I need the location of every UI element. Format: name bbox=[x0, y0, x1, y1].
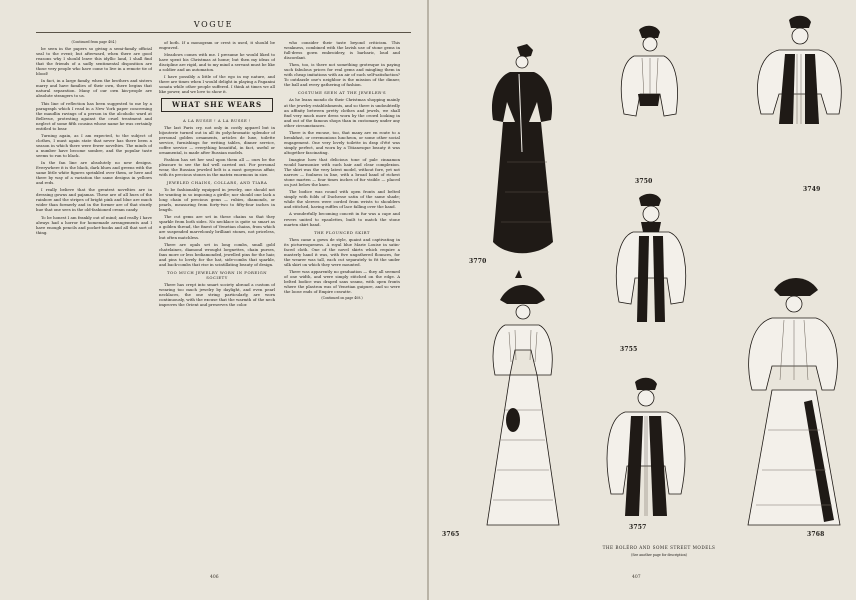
text-column-1 bbox=[36, 40, 152, 568]
continued-on-note: (Continued on page 408.) bbox=[321, 296, 363, 301]
section-title: WHAT SHE WEARS bbox=[171, 100, 263, 110]
figure-number-3768: 3768 bbox=[807, 531, 825, 538]
paragraph: The cut gems are set in these chains so that they sparkle from both sides. No necklace is quite so smart as a golden thread, the finest of Venetian chains, from which are suspended marvelously brilliant stones, not priceless, but often matchless. bbox=[159, 214, 275, 240]
fashion-figure-3755 bbox=[611, 192, 691, 362]
paragraph: In fact, in a large family, when the brothers and sisters marry and have families of their own, there begins that natural separation. Many of our own kin-people are absolute strangers to us. bbox=[36, 78, 152, 99]
paragraph: To be fashionably equipped in jewelry, one should not be wanting in so imposing a girdle; nor should one lack a long chain of precious gems — rubies, diamonds, or pearls, measuring from forty-two to fifty-four inches in length. bbox=[159, 187, 275, 213]
fashion-figure-3765-upper bbox=[467, 42, 577, 267]
left-page bbox=[0, 0, 427, 600]
paragraph: I have possibly a little of the ego in my nature, and there are times when I would delight in playing a Paganini sonata while other people suffered. I think at times we all like power, and we love to show it. bbox=[159, 74, 275, 95]
text-column-3 bbox=[284, 40, 400, 570]
paragraph: I really believe that the greatest novelties are in dressing gowns and pajamas. These are of all hues of the rainbow and the stripes of bright pink and blue are much wider than formerly and in the former are of that sturdy hue that one sees in the old-fashioned cream candy. bbox=[36, 187, 152, 213]
text-column-2 bbox=[159, 40, 275, 568]
figure-number-3770: 3770 bbox=[469, 258, 487, 265]
paragraph: There was apparently no graduation — they all seemed of one width, and were simply stitched on the edge. A belted bodice was draped sans seams, with open fronts where the plastron was of Venetian guipure, and so were the loose ends of Empire cravatte. bbox=[284, 268, 400, 295]
masthead: VOGUE bbox=[193, 20, 234, 29]
fashion-figure-3749 bbox=[749, 14, 849, 194]
masthead-rule bbox=[36, 32, 411, 33]
paragraph: be seen in the papers so giving a semi-family official seal to the event; but afterward, when there are good reasons why I should leave this idyllic land, I shall find that the friends of a sadly sentimental disposition are those very people who have come to live in a remote tie of blood! bbox=[36, 46, 152, 77]
paragraph: of both. If a monogram or crest is used, it should be engraved. bbox=[159, 40, 275, 51]
figure-number-3757: 3757 bbox=[629, 524, 647, 531]
paragraph: Turning again, as I am expected, to the subject of clothes, I must again state that never has there been a season in which there were fewer novelties. The minds of a number have become sombre, and the popular taste seems to run to black. bbox=[36, 132, 152, 158]
fashion-figure-3765 bbox=[465, 270, 575, 538]
paragraph: Fashion has set her seal upon them all — ours be the pleasure to see the fad well carried out. For personal wear, the Russian jeweled belt is a most gorgeous affair, with its precious stones in the matrix enormous in size. bbox=[159, 156, 275, 177]
section-title-box bbox=[161, 98, 273, 111]
paragraph: To be honest I am frankly out of mind; and really I have always had a horror for homemade arrangements and I have enough pencils and pocket-books and all that sort of thing. bbox=[36, 214, 152, 235]
paragraph: There is the excuse, too, that many are en route to a breakfast, or ceremonious luncheon, or some other social engagement. One very lovely toilette in drap d'été was simply perfect, and worn by a Titianesque beauty it was altogether fascinating. bbox=[284, 129, 400, 155]
figure-number-3765: 3765 bbox=[442, 531, 460, 538]
figure-number-3750: 3750 bbox=[635, 178, 653, 185]
paragraph: There has crept into smart society abroad a custom of wearing too much jewelry by daylight, and even pearl necklaces, the one string particularly, are worn continuously, with the excuse that the warmth of the neck improves the Orient and preserves the color. bbox=[159, 281, 275, 308]
figure-number-3755: 3755 bbox=[620, 346, 638, 353]
subheading: COSTUME SEEN AT THE JEWELER'S bbox=[297, 90, 387, 96]
subheading: A LA RUSSE ! A LA RUSSE ! bbox=[183, 117, 251, 123]
fashion-figure-3750 bbox=[614, 24, 684, 174]
plate-caption-note: (See another page for description) bbox=[631, 553, 687, 557]
paragraph: who consider their taste beyond criticism. This weakness, combined with the lavish use of stone gems in full-dress gown embroidery, is barbaric, loud and discordant. bbox=[284, 40, 400, 61]
subheading: TOO MUCH JEWELRY WORN IN FOREIGN SOCIETY bbox=[166, 269, 268, 280]
paragraph: In the fan line are absolutely no new designs. Everywhere it is the black, dark blues and greens with the same little white figures sprinkled over them, or here and there by way of a variation the same designs in yellows and reds. bbox=[36, 160, 152, 186]
paragraph: A wonderfully becoming conceit in fur was a cape and revers united to epaulettes, built to match the stone marten skirt band. bbox=[284, 211, 400, 227]
paragraph: Then came a gown de style, quaint and captivating in its picturesqueness. A royal blue Marie Louise in satin-faced cloth. One of the novel skirts which require a masterly hand it was, with five ungathered flounces, for the wearer was tall, each cut separately to fit the under silk skirt on which they were mounted. bbox=[284, 236, 400, 267]
page-number: 406 bbox=[210, 575, 219, 580]
paragraph: This line of reflection has been suggested to me by a paragraph which I read in a New York paper concerning the maudlin ravings of a person in the alcoholic ward at Bellevue, protesting against the cruel treatment and neglect of some fifth cousins whose name he was certainly entitled to bear. bbox=[36, 100, 152, 131]
continued-from-note: (Continued from page 404.) bbox=[71, 40, 117, 44]
paragraph: As he leans mondo do their Christmas shopping mainly at the jewelry establishments, and so there is undoubtedly an affinity between pretty clothes and jewels, we shall find very much more dress worn by the crowd looking in and out of the famous shops than in customary under any other circumstances. bbox=[284, 97, 400, 128]
subheading: JEWELED CHAINS, COLLARS, AND TIARA bbox=[166, 180, 268, 186]
subheading: THE FLOUNCED SKIRT bbox=[314, 229, 370, 235]
paragraph: There are opals set in long combs, small gold chatelaines, diamond wrought lorgnettes, chain purses, fans more or less bediamonded, jewelled pins for the hair, and pins to lovely for the hat, side-combs that sparkle, and back-combs that rise in scintillating beauty of design. bbox=[159, 241, 275, 267]
page-number: 407 bbox=[632, 575, 641, 580]
figure-number-3749: 3749 bbox=[803, 186, 821, 193]
paragraph: Imagine how that delicious tone of pale cinnamon would harmonize with such hair and clear complexion. The skirt was the very latest model, without fore, yet not narrow — foulness in line, with a broad band of richest stone marten — four times inches of fur visible — placed on just below the knee. bbox=[284, 156, 400, 188]
fashion-figure-3757 bbox=[601, 376, 691, 541]
right-page bbox=[429, 0, 856, 600]
paragraph: Then, too, is there not something grotesque in paying such fabulous prices for real gems and mingling them in with cheap imitations with an air of such self-satisfaction? To outdazzle one's neighbor is the mission of the dinner, the ball and every gathering of fashion. bbox=[284, 62, 400, 88]
paragraph: The bodice was round with open fronts and belted simply with folds of Duchesse satin of the same shade; while the sleeves were corded from wrists to shoulders and stitched, having ruffles of lace falling over the hand. bbox=[284, 189, 400, 210]
fashion-figure-3768 bbox=[734, 270, 849, 538]
paragraph: The last Paris cry, not only in costly apparel but in bijouterie turned out in all its polychromatic splendor of personal golden ornaments, articles de luxe, toilette service, furnishings for writing tables, dinner service, coffee service — everything beautiful, in fact, useful or ornamental, is made after Russian models. bbox=[159, 124, 275, 155]
plate-caption: THE BOLÉRO AND SOME STREET MODELS bbox=[602, 545, 716, 550]
paragraph: Meadows comes with me. I presume he would liked to have spent his Christmas at home; but then my ideas of discipline are rigid, and to my mind a servant must be like a soldier and an automaton. bbox=[159, 52, 275, 73]
